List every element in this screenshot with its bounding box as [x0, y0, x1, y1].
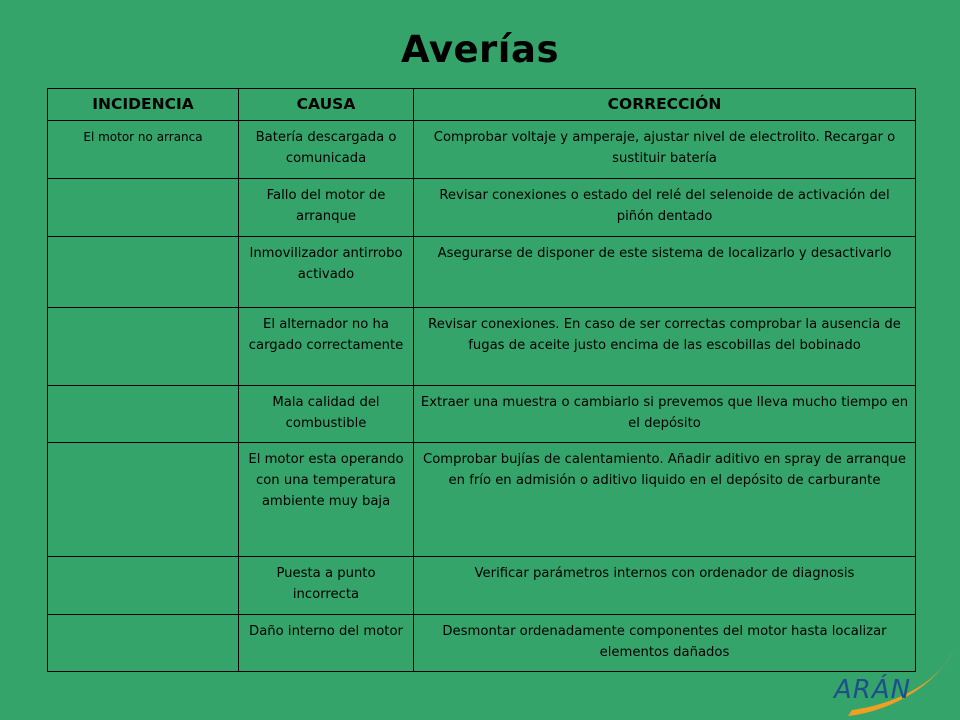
table-row: [48, 443, 916, 557]
cell-causa: Batería descargada o comunicada: [239, 121, 414, 179]
slide-title: Averías: [401, 28, 559, 71]
header-correccion: CORRECCIÓN: [414, 89, 916, 121]
cell-causa: El alternador no ha cargado correctamente: [239, 308, 414, 386]
cell-incidencia: [48, 443, 239, 557]
cell-causa: Daño interno del motor: [239, 615, 414, 672]
cell-causa: Inmovilizador antirrobo activado: [239, 237, 414, 308]
aran-logo: [828, 646, 960, 720]
cell-correccion: Comprobar bujías de calentamiento. Añadir aditivo en spray de arranque en frío en admisión o aditivo liquido en el depósito de carburante: [414, 443, 916, 557]
table-row: [48, 386, 916, 443]
table-row: [48, 557, 916, 615]
cell-correccion: Asegurarse de disponer de este sistema de localizarlo y desactivarlo: [414, 237, 916, 308]
cell-correccion: Desmontar ordenadamente componentes del motor hasta localizar elementos dañados: [414, 615, 916, 672]
cell-correccion: Revisar conexiones o estado del relé del selenoide de activación del piñón dentado: [414, 179, 916, 237]
table-header-row: [48, 89, 916, 121]
cell-incidencia: [48, 179, 239, 237]
cell-causa: Puesta a punto incorrecta: [239, 557, 414, 615]
cell-correccion: Revisar conexiones. En caso de ser correctas comprobar la ausencia de fugas de aceite justo encima de las escobillas del bobinado: [414, 308, 916, 386]
cell-causa: El motor esta operando con una temperatura ambiente muy baja: [239, 443, 414, 557]
cell-incidencia: [48, 237, 239, 308]
table-row: [48, 179, 916, 237]
header-causa: CAUSA: [239, 89, 414, 121]
cell-causa: Mala calidad del combustible: [239, 386, 414, 443]
faults-table: [47, 88, 916, 672]
cell-correccion: Verificar parámetros internos con ordenador de diagnosis: [414, 557, 916, 615]
table-row: [48, 615, 916, 672]
table-row: [48, 308, 916, 386]
table-row: [48, 237, 916, 308]
cell-incidencia: El motor no arranca: [48, 121, 239, 179]
cell-incidencia: [48, 557, 239, 615]
header-incidencia: INCIDENCIA: [48, 89, 239, 121]
cell-incidencia: [48, 308, 239, 386]
cell-incidencia: [48, 615, 239, 672]
cell-correccion: Comprobar voltaje y amperaje, ajustar nivel de electrolito. Recargar o sustituir batería: [414, 121, 916, 179]
cell-incidencia: [48, 386, 239, 443]
table-row: [48, 121, 916, 179]
cell-causa: Fallo del motor de arranque: [239, 179, 414, 237]
cell-correccion: Extraer una muestra o cambiarlo si prevemos que lleva mucho tiempo en el depósito: [414, 386, 916, 443]
logo-text: ARÁN: [834, 675, 912, 705]
